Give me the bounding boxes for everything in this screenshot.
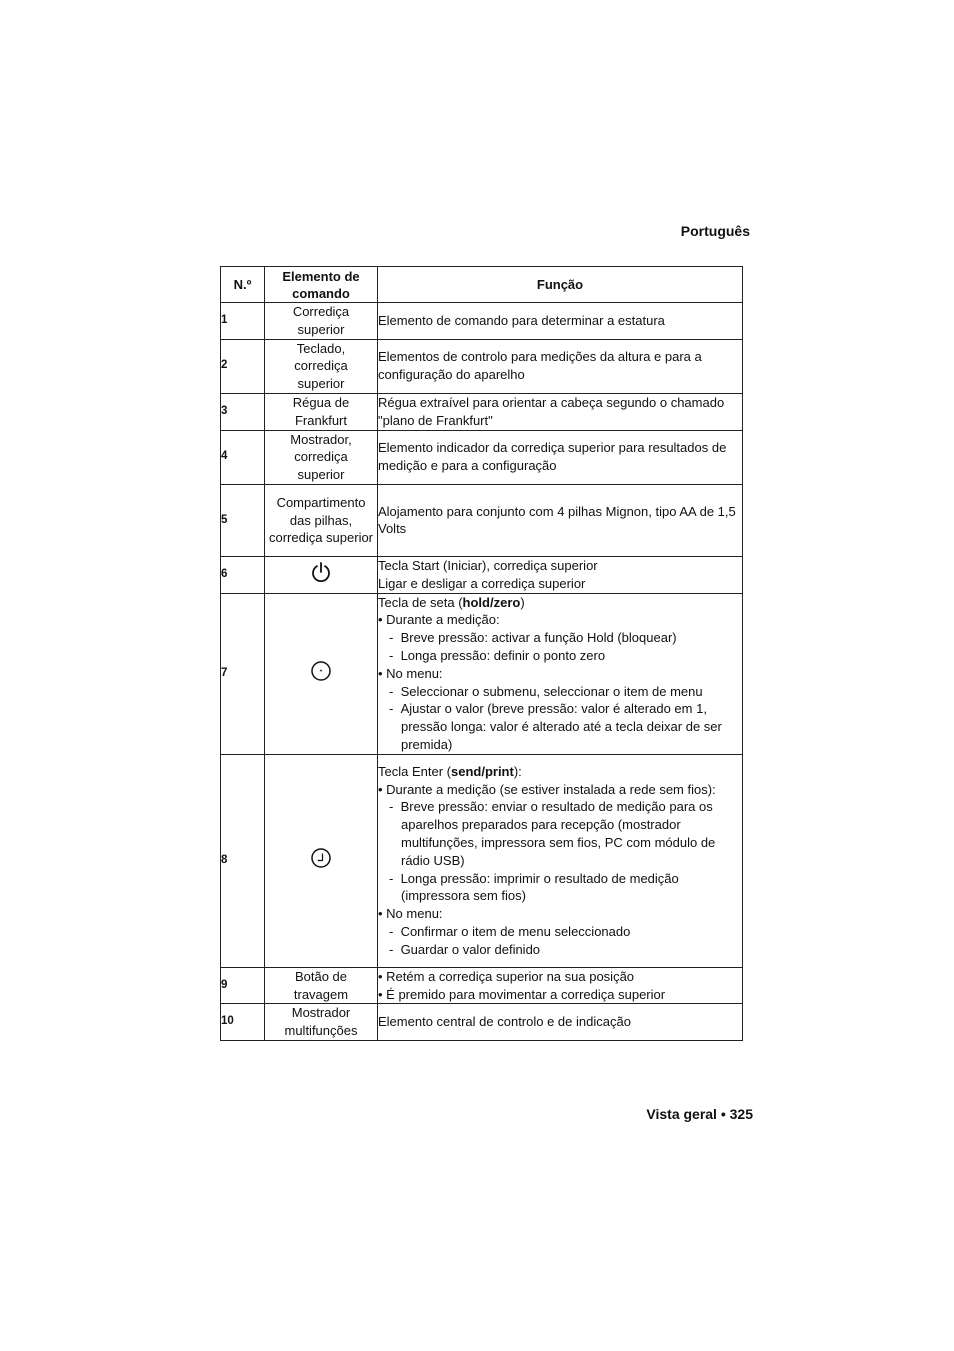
table-row (221, 593, 743, 754)
row-element-icon-cell (265, 754, 378, 967)
row-element: Teclado, corrediça superior (265, 339, 378, 393)
table-header-row (221, 267, 743, 303)
page-number: 325 (729, 1106, 753, 1122)
row-number: 2 (221, 339, 265, 393)
hold-zero-key-icon (310, 660, 332, 687)
row-number: 7 (221, 593, 265, 754)
table-row (221, 1004, 743, 1041)
bullet-item: • Durante a medição: (378, 612, 500, 628)
language-heading: Português (680, 223, 750, 239)
row-number: 1 (221, 303, 265, 340)
table-row (221, 303, 743, 340)
function-line: Tecla Start (Iniciar), corrediça superior (378, 557, 598, 573)
table-row (221, 484, 743, 556)
column-header-element: Elemento de comando (265, 267, 378, 303)
bullet-item: • Retém a corrediça superior na sua posição (378, 968, 635, 984)
dash-item: - Breve pressão: activar a função Hold (bloquear) (389, 630, 677, 646)
row-function: Elemento de comando para determinar a estatura (378, 303, 743, 340)
bullet-item: • Durante a medição (se estiver instalada a rede sem fios): (378, 781, 716, 797)
footer-separator: • (720, 1106, 726, 1122)
table-row (221, 556, 743, 593)
dash-item: - Guardar o valor definido (389, 941, 541, 957)
row-number: 10 (221, 1004, 265, 1041)
function-line: Ligar e desligar a corrediça superior (378, 575, 586, 591)
row-function (378, 754, 743, 967)
column-header-function: Função (378, 267, 743, 303)
row-function: Elemento indicador da corrediça superior para resultados de medição e para a configuração (378, 430, 743, 484)
dash-item: - Longa pressão: imprimir o resultado de medição (impressora sem fios) (389, 870, 679, 904)
bullet-item: • No menu: (378, 906, 443, 922)
row-function: Elemento central de controlo e de indicação (378, 1004, 743, 1041)
table-row (221, 967, 743, 1004)
table-row (221, 754, 743, 967)
row-function (378, 556, 743, 593)
dash-item: - Seleccionar o submenu, seleccionar o item de menu (389, 683, 703, 699)
row-number: 6 (221, 556, 265, 593)
row-element: Corrediça superior (265, 303, 378, 340)
table-row (221, 393, 743, 430)
row-function: Régua extraível para orientar a cabeça segundo o chamado "plano de Frankfurt" (378, 393, 743, 430)
table-row (221, 430, 743, 484)
dash-item: - Breve pressão: enviar o resultado de medição para os aparelhos preparados para recepção (mostrador multifunções, impressora sem fios, PC com módulo de rádio USB) (389, 799, 716, 868)
row-element-icon-cell (265, 556, 378, 593)
bullet-item: • No menu: (378, 665, 443, 681)
row-number: 8 (221, 754, 265, 967)
row-element: Compartimento das pilhas, corrediça superior (265, 484, 378, 556)
page-footer (646, 1106, 753, 1122)
controls-table (220, 266, 743, 1041)
row-number: 4 (221, 430, 265, 484)
bullet-item: • É premido para movimentar a corrediça superior (378, 986, 666, 1002)
row-element: Botão de travagem (265, 967, 378, 1004)
function-title: Tecla Enter (send/print): (378, 763, 522, 779)
power-icon (310, 561, 332, 588)
table-row (221, 339, 743, 393)
function-title: Tecla de seta (hold/zero) (378, 594, 525, 610)
row-function (378, 967, 743, 1004)
row-number: 3 (221, 393, 265, 430)
row-function: Elementos de controlo para medições da altura e para a configuração do aparelho (378, 339, 743, 393)
row-element-icon-cell (265, 593, 378, 754)
row-element: Régua de Frankfurt (265, 393, 378, 430)
row-number: 9 (221, 967, 265, 1004)
dash-item: - Ajustar o valor (breve pressão: valor é alterado em 1, pressão longa: valor é alterado até a tecla deixar de ser premida) (389, 701, 722, 752)
dash-item: - Confirmar o item de menu seleccionado (389, 924, 631, 940)
row-function (378, 593, 743, 754)
row-number: 5 (221, 484, 265, 556)
row-element: Mostrador multifunções (265, 1004, 378, 1041)
row-function: Alojamento para conjunto com 4 pilhas Mignon, tipo AA de 1,5 Volts (378, 484, 743, 556)
row-element: Mostrador, corrediça superior (265, 430, 378, 484)
dash-item: - Longa pressão: definir o ponto zero (389, 647, 606, 663)
section-title: Vista geral (646, 1106, 717, 1122)
column-header-number: N.º (221, 267, 265, 303)
enter-key-icon (310, 847, 332, 874)
